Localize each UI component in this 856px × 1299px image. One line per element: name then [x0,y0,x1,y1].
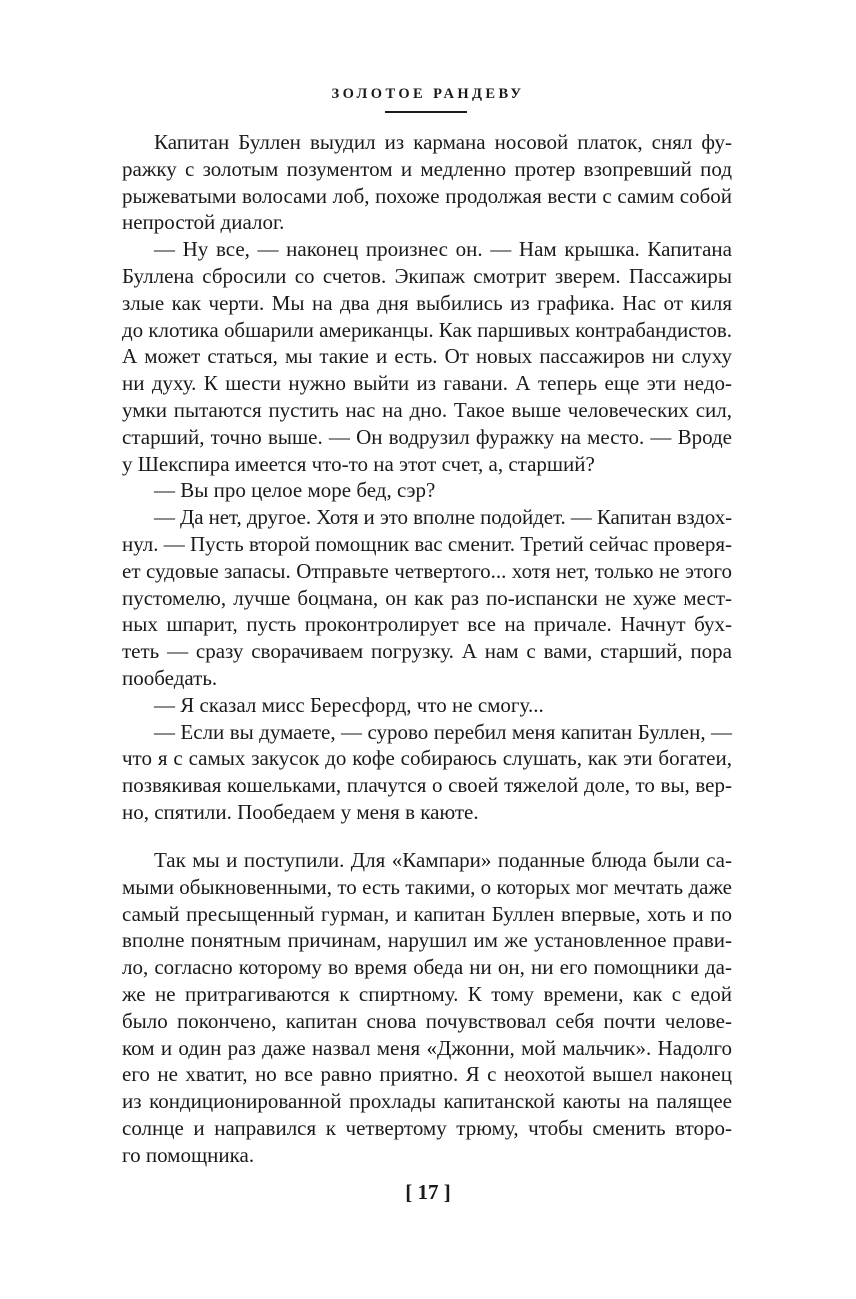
text-line: же не притрагиваются к спиртному. К тому времени, как с едой [122,981,732,1006]
text-line: вполне понятным причинам, нарушил им же установленное прави- [122,928,732,953]
text-line: старший, точно выше. — Он водрузил фуражку на место. — Вроде [122,424,732,449]
text-line: нул. — Пусть второй помощник вас сменит. Третий сейчас проверя- [122,531,732,556]
text-line: Капитан Буллен выудил из кармана носовой платок, снял фу- [154,130,732,154]
text-line: го помощника. [122,1142,255,1167]
text-line: А может статься, мы такие и есть. От новых пассажиров ни слуху [122,344,732,369]
running-head-rule [385,111,467,113]
text-line: непростой диалог. [122,210,285,235]
page-number: [ 17 ] [405,1180,451,1204]
text-line: ных шпарит, пусть проконтролирует все на причале. Начнут бух- [122,612,732,637]
section-2-text [122,847,732,1169]
text-line: позвякивая кошельками, плачутся о своей тяжелой доле, то вы, вер- [122,773,732,798]
text-line: ком и один раз даже назвал меня «Джонни, мой мальчик». Надолго [122,1035,732,1060]
text-line: теть — сразу сворачиваем погрузку. А нам с вами, старший, пора [122,639,732,664]
text-line: — Если вы думаете, — сурово перебил меня капитан Буллен, — [154,719,732,744]
text-line: самый пресыщенный гурман, и капитан Буллен впервые, хоть и по [122,901,732,926]
text-line: — Вы про целое море бед, сэр? [154,478,436,503]
text-line: ражку с золотым позументом и медленно протер взопревший под [122,156,732,181]
text-line: что я с самых закусок до кофе собираюсь слушать, как эти богатеи, [122,746,732,771]
section-1-text [122,129,732,826]
text-line: ни духу. К шести нужно выйти из гавани. А теперь еще эти недо- [122,371,732,396]
text-line: умки пытаются пустить нас на дно. Такое выше человеческих сил, [122,397,732,422]
text-line: пустомелю, лучше боцмана, он как раз по-испански не хуже мест- [122,585,732,610]
text-line: Буллена сбросили со счетов. Экипаж смотрит зверем. Пассажиры [122,263,732,288]
text-line: солнце и направился к четвертому трюму, чтобы сменить второ- [122,1115,732,1140]
text-line: рыжеватыми волосами лоб, похоже продолжая вести с самим собой [122,183,732,208]
text-line: — Я сказал мисс Бересфорд, что не смогу... [154,692,544,717]
text-line: — Ну все, — наконец произнес он. — Нам крышка. Капитана [154,237,732,262]
text-line: его не хватит, но все равно приятно. Я с неохотой вышел наконец [122,1062,732,1087]
text-line: из кондиционированной прохлады капитанской каюты на палящее [122,1089,732,1114]
text-line: пообедать. [122,665,218,690]
text-line: было покончено, капитан снова почувствовал себя почти человe- [122,1008,732,1033]
text-line: — Да нет, другое. Хотя и это вполне подойдет. — Капитан вздох- [154,505,732,530]
running-head: ЗОЛОТОЕ РАНДЕВУ [331,86,525,102]
text-line: у Шекспира имеется что-то на этот счет, а, старший? [122,451,595,476]
text-line: до клотика обшарили американцы. Как паршивых контрабандистов. [122,317,732,342]
text-line: Так мы и поступили. Для «Кампари» поданные блюда были са- [154,848,732,872]
text-line: ет судовые запасы. Отправьте четвертого... хотя нет, только не этого [122,558,732,583]
text-line: мыми обыкновенными, то есть такими, о которых мог мечтать даже [122,874,732,899]
text-line: злые как черти. Мы на два дня выбились из графика. Нас от киля [122,290,732,315]
text-line: но, спятили. Пообедаем у меня в каюте. [122,799,479,824]
text-line: ло, согласно которому во время обеда ни он, ни его помощники да- [122,955,732,980]
